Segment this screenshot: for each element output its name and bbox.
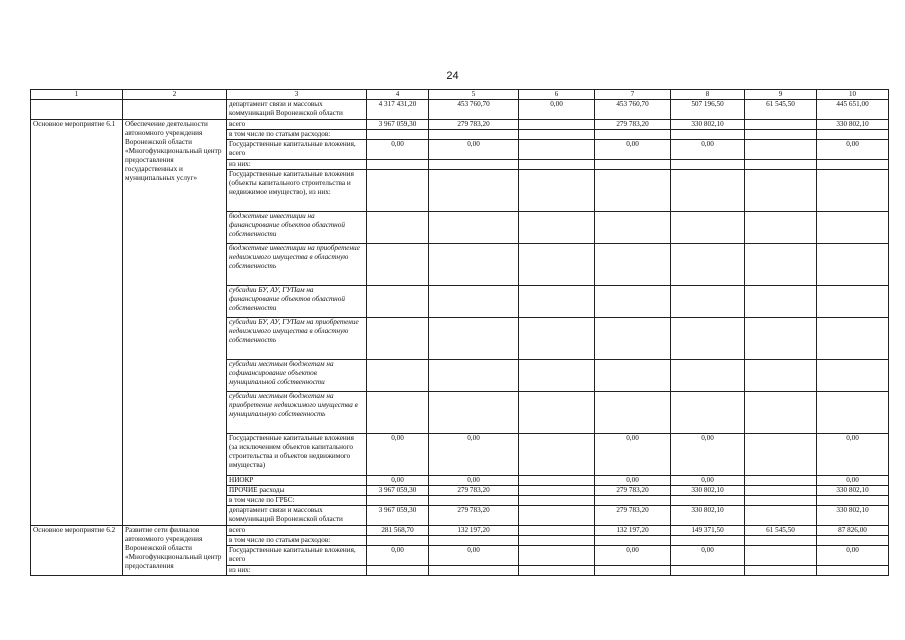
value-cell: 61 545,50 <box>745 526 817 536</box>
row-label: всего <box>227 120 367 130</box>
row-label: субсидии БУ, АУ, ГУПам на финансирование объектов областной собственности <box>227 286 367 318</box>
col-header-8: 8 <box>671 90 745 100</box>
col-header-1: 1 <box>31 90 123 100</box>
page-number: 24 <box>446 70 459 82</box>
cell <box>595 212 671 244</box>
cell <box>595 130 671 140</box>
value-cell: 0,00 <box>595 546 671 566</box>
cell <box>817 160 889 170</box>
cell <box>671 496 745 506</box>
value-cell: 3 967 059,30 <box>367 506 429 526</box>
value-cell: 0,00 <box>429 140 519 160</box>
value-cell: 279 783,20 <box>429 120 519 130</box>
cell <box>429 286 519 318</box>
value-cell: 453 760,70 <box>595 100 671 120</box>
value-cell: 0,00 <box>671 546 745 566</box>
cell <box>429 244 519 286</box>
value-cell: 0,00 <box>817 140 889 160</box>
col-header-2: 2 <box>123 90 227 100</box>
cell <box>745 212 817 244</box>
cell <box>595 496 671 506</box>
value-cell <box>519 526 595 536</box>
cell <box>745 360 817 392</box>
cell <box>519 160 595 170</box>
value-cell: 0,00 <box>519 100 595 120</box>
row-label: Государственные капитальные вложения, всего <box>227 546 367 566</box>
cell <box>367 286 429 318</box>
cell <box>817 392 889 434</box>
cell <box>519 286 595 318</box>
value-cell <box>519 546 595 566</box>
value-cell: 445 651,00 <box>817 100 889 120</box>
cell <box>595 318 671 360</box>
measure-label: Основное мероприятие 6.2 <box>31 526 123 576</box>
cell <box>367 170 429 212</box>
value-cell: 3 967 059,30 <box>367 120 429 130</box>
col-header-6: 6 <box>519 90 595 100</box>
row-label: субсидии местным бюджетам на софинансирование объектов муниципальной собственности <box>227 360 367 392</box>
cell <box>367 360 429 392</box>
cell <box>429 160 519 170</box>
value-cell <box>745 486 817 496</box>
col-header-4: 4 <box>367 90 429 100</box>
cell <box>595 244 671 286</box>
table-row <box>31 100 889 120</box>
cell <box>671 244 745 286</box>
value-cell <box>745 546 817 566</box>
row-label: в том числе по ГРБС: <box>227 496 367 506</box>
cell <box>519 244 595 286</box>
value-cell: 0,00 <box>817 434 889 476</box>
cell <box>429 566 519 576</box>
cell <box>817 130 889 140</box>
measure-description: Обеспечение деятельности автономного учреждения Воронежской области «Многофункциональный центр предоставления государственных и муниципальных услуг» <box>123 120 227 526</box>
measure-description: Развитие сети филиалов автономного учреждения Воронежской области «Многофункциональный центр предоставления <box>123 526 227 576</box>
row-label: ПРОЧИЕ расходы <box>227 486 367 496</box>
value-cell: 279 783,20 <box>429 486 519 496</box>
cell <box>671 536 745 546</box>
cell <box>817 212 889 244</box>
cell <box>817 496 889 506</box>
value-cell <box>519 434 595 476</box>
cell <box>671 360 745 392</box>
row-label: в том числе по статьям расходов: <box>227 536 367 546</box>
cell <box>745 392 817 434</box>
row-label: субсидии местным бюджетам на приобретение недвижимого имущества в муниципальную собственность <box>227 392 367 434</box>
value-cell: 0,00 <box>367 434 429 476</box>
value-cell: 281 568,70 <box>367 526 429 536</box>
value-cell: 330 802,10 <box>671 506 745 526</box>
cell <box>595 566 671 576</box>
cell <box>367 496 429 506</box>
value-cell <box>745 140 817 160</box>
cell <box>429 170 519 212</box>
value-cell: 0,00 <box>671 434 745 476</box>
cell <box>519 392 595 434</box>
cell <box>745 566 817 576</box>
row-label: НИОКР <box>227 476 367 486</box>
value-cell <box>519 506 595 526</box>
value-cell: 0,00 <box>671 140 745 160</box>
row-label: всего <box>227 526 367 536</box>
row-label: бюджетные инвестиции на финансирование объектов областной собственности <box>227 212 367 244</box>
cell <box>595 160 671 170</box>
cell <box>519 536 595 546</box>
cell <box>817 566 889 576</box>
cell <box>429 360 519 392</box>
cell <box>367 318 429 360</box>
table-row <box>31 120 889 130</box>
value-cell <box>519 476 595 486</box>
cell <box>671 392 745 434</box>
value-cell: 279 783,20 <box>429 506 519 526</box>
cell <box>429 392 519 434</box>
cell <box>745 318 817 360</box>
value-cell: 0,00 <box>817 546 889 566</box>
cell <box>595 392 671 434</box>
value-cell <box>745 506 817 526</box>
row-label: департамент связи и массовых коммуникаций Воронежской области <box>227 100 367 120</box>
cell <box>429 318 519 360</box>
cell <box>367 160 429 170</box>
value-cell <box>745 476 817 486</box>
cell <box>519 360 595 392</box>
cell <box>671 160 745 170</box>
cell <box>519 130 595 140</box>
cell <box>519 496 595 506</box>
col-header-7: 7 <box>595 90 671 100</box>
cell <box>671 566 745 576</box>
cell <box>817 244 889 286</box>
row-label: Государственные капитальные вложения (объекты капитального строительства и недвижимое имущество), из них: <box>227 170 367 212</box>
value-cell: 330 802,10 <box>671 486 745 496</box>
value-cell: 0,00 <box>429 476 519 486</box>
column-number-row <box>31 90 889 100</box>
value-cell: 0,00 <box>367 476 429 486</box>
cell <box>367 130 429 140</box>
cell <box>817 360 889 392</box>
cell <box>31 100 123 120</box>
value-cell <box>519 120 595 130</box>
value-cell: 0,00 <box>671 476 745 486</box>
value-cell: 0,00 <box>595 476 671 486</box>
cell <box>817 286 889 318</box>
cell <box>745 170 817 212</box>
cell <box>595 170 671 212</box>
cell <box>429 130 519 140</box>
row-label: из них: <box>227 160 367 170</box>
value-cell: 149 371,50 <box>671 526 745 536</box>
value-cell: 0,00 <box>429 546 519 566</box>
value-cell: 61 545,50 <box>745 100 817 120</box>
cell <box>671 286 745 318</box>
value-cell: 0,00 <box>595 140 671 160</box>
value-cell: 330 802,10 <box>817 506 889 526</box>
value-cell: 330 802,10 <box>817 120 889 130</box>
col-header-5: 5 <box>429 90 519 100</box>
cell <box>595 286 671 318</box>
value-cell: 279 783,20 <box>595 120 671 130</box>
cell <box>745 496 817 506</box>
cell <box>817 318 889 360</box>
cell <box>367 536 429 546</box>
value-cell: 0,00 <box>595 434 671 476</box>
row-label: бюджетные инвестиции на приобретение недвижимого имущества в областную собственность <box>227 244 367 286</box>
measure-label: Основное мероприятие 6.1 <box>31 120 123 526</box>
cell <box>817 170 889 212</box>
budget-table <box>30 89 889 576</box>
value-cell: 4 317 431,20 <box>367 100 429 120</box>
cell <box>671 130 745 140</box>
cell <box>671 318 745 360</box>
cell <box>123 100 227 120</box>
value-cell: 279 783,20 <box>595 486 671 496</box>
col-header-10: 10 <box>817 90 889 100</box>
table-row <box>31 526 889 536</box>
value-cell: 279 783,20 <box>595 506 671 526</box>
value-cell: 330 802,10 <box>671 120 745 130</box>
value-cell: 0,00 <box>429 434 519 476</box>
row-label: субсидии БУ, АУ, ГУПам на приобретение недвижимого имущества в областную собственность <box>227 318 367 360</box>
cell <box>367 566 429 576</box>
row-label: в том числе по статьям расходов: <box>227 130 367 140</box>
cell <box>519 566 595 576</box>
value-cell: 0,00 <box>367 140 429 160</box>
cell <box>817 536 889 546</box>
cell <box>745 160 817 170</box>
value-cell: 507 196,50 <box>671 100 745 120</box>
cell <box>745 286 817 318</box>
cell <box>367 212 429 244</box>
cell <box>671 170 745 212</box>
cell <box>745 130 817 140</box>
value-cell <box>745 120 817 130</box>
cell <box>745 536 817 546</box>
value-cell <box>745 434 817 476</box>
cell <box>429 536 519 546</box>
value-cell: 330 802,10 <box>817 486 889 496</box>
value-cell: 0,00 <box>817 476 889 486</box>
value-cell: 87 826,00 <box>817 526 889 536</box>
value-cell: 3 967 059,30 <box>367 486 429 496</box>
cell <box>429 496 519 506</box>
row-label: из них: <box>227 566 367 576</box>
row-label: Государственные капитальные вложения (за исключением объектов капитального строительства и объектов недвижимого имущества) <box>227 434 367 476</box>
cell <box>595 536 671 546</box>
cell <box>519 212 595 244</box>
cell <box>519 170 595 212</box>
cell <box>595 360 671 392</box>
value-cell <box>519 486 595 496</box>
cell <box>429 212 519 244</box>
cell <box>671 212 745 244</box>
row-label: Государственные капитальные вложения, всего <box>227 140 367 160</box>
value-cell: 132 197,20 <box>429 526 519 536</box>
value-cell: 132 197,20 <box>595 526 671 536</box>
value-cell: 453 760,70 <box>429 100 519 120</box>
cell <box>367 244 429 286</box>
cell <box>519 318 595 360</box>
row-label: департамент связи и массовых коммуникаций Воронежской области <box>227 506 367 526</box>
col-header-3: 3 <box>227 90 367 100</box>
cell <box>745 244 817 286</box>
value-cell <box>519 140 595 160</box>
col-header-9: 9 <box>745 90 817 100</box>
value-cell: 0,00 <box>367 546 429 566</box>
cell <box>367 392 429 434</box>
